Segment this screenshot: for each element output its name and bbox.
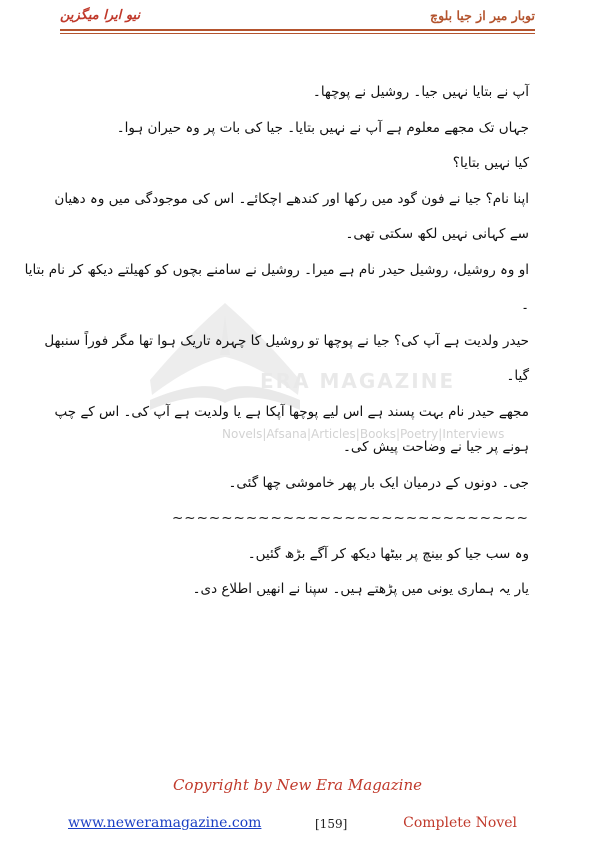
novel-category: Complete Novel xyxy=(403,815,517,831)
story-line: یار یہ ہماری یونی میں پڑھتے ہیں۔ سپنا نے انھیں اطلاع دی۔ xyxy=(192,581,529,597)
story-line: حیدر ولدیت ہے آپ کی؟ جیا نے پوچھا تو روشیل کا چہرہ تاریک ہوا تھا مگر فوراً سنبھل xyxy=(44,332,529,349)
story-line: ۔ xyxy=(521,297,529,313)
story-text xyxy=(24,79,529,612)
header-rule-thin xyxy=(60,33,535,34)
story-line: کیا نہیں بتایا؟ xyxy=(452,155,529,171)
page-number: [159] xyxy=(315,817,348,831)
story-line: سے کہانی نہیں لکھ سکتی تھی۔ xyxy=(345,226,529,242)
header-rule-thick xyxy=(60,29,535,31)
scene-separator: ~~~~~~~~~~~~~~~~~~~~~~~~~~~~~ xyxy=(171,510,529,526)
watermark-tagline: Novels|Afsana|Articles|Books|Poetry|Interviews xyxy=(222,427,505,441)
copyright-notice: Copyright by New Era Magazine xyxy=(173,776,422,794)
story-line: گیا۔ xyxy=(506,368,529,384)
story-line: ہونے پر جیا نے وضاحت پیش کی۔ xyxy=(342,439,529,455)
story-line: جہاں تک مجھے معلوم ہے آپ نے نہیں بتایا۔ جیا کی بات پر وہ حیران ہوا۔ xyxy=(116,119,529,136)
story-line: اپنا نام؟ جیا نے فون گود میں رکھا اور کندھے اچکائے۔ اس کی موجودگی میں وہ دھیان xyxy=(54,190,529,207)
watermark-brand: ERA MAGAZINE xyxy=(260,369,456,393)
story-line: جی۔ دونوں کے درمیان ایک بار پھر خاموشی چھا گئی۔ xyxy=(228,474,529,491)
story-line: وہ سب جیا کو بینچ پر بیٹھا دیکھ کر آگے بڑھ گئیں۔ xyxy=(247,545,529,562)
story-line: او وہ روشیل، روشیل حیدر نام ہے میرا۔ روشیل نے سامنے بچوں کو کھیلتے دیکھ کر نام بتایا xyxy=(24,261,529,278)
story-line: آپ نے بتایا نہیں جیا۔ روشیل نے پوچھا۔ xyxy=(312,84,529,100)
author-line: توبار میر از جیا بلوچ xyxy=(430,8,535,23)
website-link[interactable]: www.neweramagazine.com xyxy=(68,815,262,831)
story-line: مجھے حیدر نام بہت پسند ہے اس لیے پوچھا آپکا ہے یا ولدیت ہے آپ کی۔ اس کے چپ xyxy=(54,403,529,420)
magazine-name: نیو ایرا میگزین xyxy=(60,8,141,23)
